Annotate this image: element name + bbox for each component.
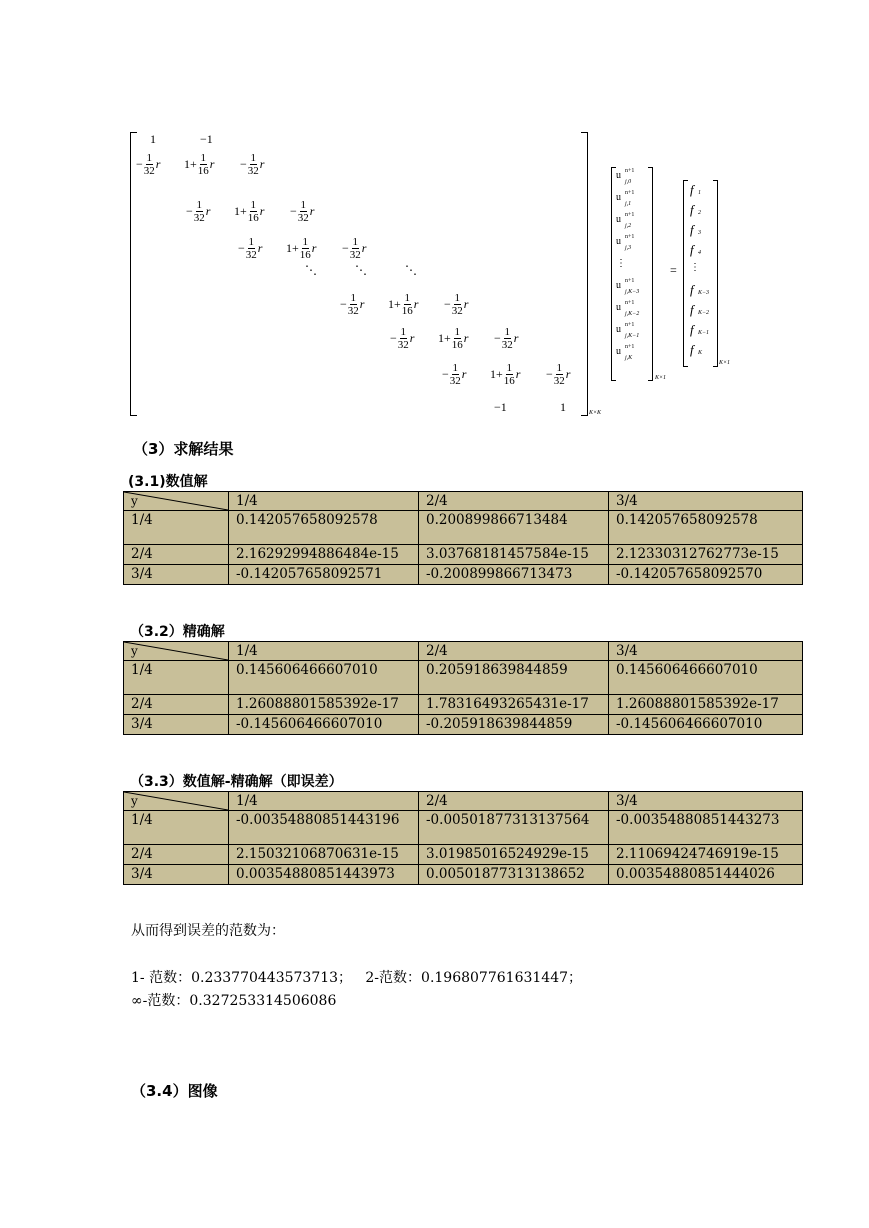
table-corner-cell xyxy=(124,642,229,661)
variable-r: r xyxy=(463,331,469,345)
minus-sign: − xyxy=(546,367,553,381)
variable-r: r xyxy=(515,367,521,381)
matrix-cell-diag xyxy=(286,236,316,261)
f-letter: f xyxy=(690,222,694,237)
superscript-n-plus-1: n+1 xyxy=(625,300,635,306)
row-label: 3/4 xyxy=(124,565,229,585)
fraction-numerator: 1 xyxy=(302,236,309,248)
fraction-numerator: 1 xyxy=(352,236,359,248)
f-letter: f xyxy=(690,282,694,297)
fraction xyxy=(348,292,359,317)
matrix-cell-offdiag xyxy=(340,292,364,317)
table-cell: 1.78316493265431e-17 xyxy=(419,695,609,715)
fraction xyxy=(300,236,311,261)
row-label: 2/4 xyxy=(124,695,229,715)
u-letter: u xyxy=(616,346,621,357)
fraction-numerator: 1 xyxy=(556,362,563,374)
vector-u-entry xyxy=(616,344,635,368)
one-plus: 1+ xyxy=(286,241,299,255)
table-cell: 2.12330312762773e-15 xyxy=(609,545,803,565)
table-cell: 0.00354880851443973 xyxy=(229,865,419,885)
variable-r: r xyxy=(565,367,571,381)
fraction xyxy=(504,362,515,387)
fraction-numerator: 1 xyxy=(400,326,407,338)
fraction-numerator: 1 xyxy=(200,152,207,164)
table-cell: 3.03768181457584e-15 xyxy=(419,545,609,565)
section-title-results: （3）求解结果 xyxy=(133,440,234,458)
subscript: j,K−2 xyxy=(625,311,640,317)
fraction xyxy=(398,326,409,351)
fraction xyxy=(248,152,259,177)
vector-f-right-bracket xyxy=(713,180,718,367)
table-cell: -0.00354880851443273 xyxy=(609,811,803,845)
table-cell: 0.00354880851444026 xyxy=(609,865,803,885)
variable-r: r xyxy=(463,297,469,311)
matrix-cell-diag xyxy=(490,362,520,387)
fraction xyxy=(194,199,205,224)
fraction xyxy=(452,326,463,351)
table-cell: 3.01985016524929e-15 xyxy=(419,845,609,865)
table-title-numerical: (3.1)数值解 xyxy=(128,474,208,490)
superscript-n-plus-1: n+1 xyxy=(625,344,635,350)
fraction xyxy=(350,236,361,261)
vector-f-left-bracket xyxy=(683,180,688,367)
subscript: j,K−1 xyxy=(625,333,640,339)
fraction-numerator: 1 xyxy=(350,292,357,304)
row-label: 3/4 xyxy=(124,865,229,885)
diagonal-line xyxy=(124,492,228,510)
minus-sign: − xyxy=(442,367,449,381)
table-cell: 2.16292994886484e-15 xyxy=(229,545,419,565)
subscript: j,K xyxy=(625,355,633,361)
subscript: j,K−3 xyxy=(625,289,640,295)
fraction-denominator: 32 xyxy=(193,212,205,224)
vector-f-entry xyxy=(690,322,710,342)
table-cell: 0.00501877313138652 xyxy=(419,865,609,885)
table-header-row xyxy=(124,792,803,811)
matrix-cell-offdiag xyxy=(186,199,210,224)
table-cell: 0.205918639844859 xyxy=(419,661,609,695)
minus-sign: − xyxy=(494,331,501,345)
table-header-row xyxy=(124,642,803,661)
f-letter: f xyxy=(690,182,694,197)
vector-u-entry xyxy=(616,212,635,236)
fraction-denominator: 32 xyxy=(501,339,513,351)
table-cell: -0.00354880851443196 xyxy=(229,811,419,845)
fraction-numerator: 1 xyxy=(404,292,411,304)
fraction-numerator: 1 xyxy=(250,199,257,211)
fraction xyxy=(452,292,463,317)
one-plus: 1+ xyxy=(184,157,197,171)
table-cell: 0.142057658092578 xyxy=(229,511,419,545)
table-row xyxy=(124,565,803,585)
variable-r: r xyxy=(205,204,211,218)
table-cell: -0.145606466607010 xyxy=(609,715,803,735)
matrix-dimension-label: K×K xyxy=(589,410,602,416)
table-cell: 1.26088801585392e-17 xyxy=(609,695,803,715)
u-letter: u xyxy=(616,302,621,313)
fraction xyxy=(198,152,209,177)
fraction xyxy=(402,292,413,317)
fraction-numerator: 1 xyxy=(504,326,511,338)
fraction-denominator: 32 xyxy=(297,212,309,224)
corner-label: y xyxy=(131,494,138,508)
f-letter: f xyxy=(690,322,694,337)
corner-label: y xyxy=(131,794,138,808)
u-letter: u xyxy=(616,170,621,181)
matrix-cell-offdiag xyxy=(494,326,518,351)
fraction-numerator: 1 xyxy=(250,152,257,164)
table-row xyxy=(124,661,803,695)
equals-sign: = xyxy=(670,263,677,277)
vector-u-entry xyxy=(616,300,640,324)
one-plus: 1+ xyxy=(438,331,451,345)
fraction-denominator: 32 xyxy=(451,305,463,317)
fraction-denominator: 32 xyxy=(347,305,359,317)
table-header-row xyxy=(124,492,803,511)
vector-u-right-bracket xyxy=(648,167,653,381)
vector-u-dimension-label: K×1 xyxy=(655,375,667,381)
minus-sign: − xyxy=(390,331,397,345)
minus-sign: − xyxy=(340,297,347,311)
fraction-denominator: 32 xyxy=(397,339,409,351)
subscript: j,2 xyxy=(625,223,632,229)
table-row xyxy=(124,715,803,735)
row-label: 1/4 xyxy=(124,661,229,695)
fraction-denominator: 32 xyxy=(247,165,259,177)
superscript-n-plus-1: n+1 xyxy=(625,322,635,328)
column-header: 3/4 xyxy=(609,492,803,511)
matrix-cell-diag xyxy=(184,152,214,177)
result-table xyxy=(123,641,803,735)
matrix-cell-offdiag xyxy=(442,362,466,387)
vector-f-entry xyxy=(690,202,700,222)
fraction xyxy=(502,326,513,351)
vector-f-entry xyxy=(690,302,710,322)
fraction-numerator: 1 xyxy=(248,236,255,248)
vector-f-entry xyxy=(690,262,700,282)
fraction-denominator: 16 xyxy=(451,339,463,351)
subscript: 1 xyxy=(698,190,701,196)
table-cell: 0.142057658092578 xyxy=(609,511,803,545)
column-header: 3/4 xyxy=(609,642,803,661)
table-title-exact: （3.2）精确解 xyxy=(130,624,225,640)
section-title-figure: （3.4）图像 xyxy=(131,1082,218,1100)
matrix-cell-offdiag xyxy=(444,292,468,317)
matrix-cell-diag xyxy=(388,292,418,317)
matrix-ddots: ⋱ xyxy=(405,263,417,277)
variable-r: r xyxy=(361,241,367,255)
matrix-cell-offdiag xyxy=(238,236,262,261)
matrix-cell-offdiag xyxy=(342,236,366,261)
fraction-numerator: 1 xyxy=(454,326,461,338)
table-cell: -0.00501877313137564 xyxy=(419,811,609,845)
fraction-denominator: 16 xyxy=(197,165,209,177)
matrix-cell-last-a: −1 xyxy=(494,400,507,414)
table-cell: 2.15032106870631e-15 xyxy=(229,845,419,865)
variable-r: r xyxy=(309,204,315,218)
subscript: K−2 xyxy=(698,310,710,316)
f-letter: f xyxy=(690,202,694,217)
fraction-denominator: 32 xyxy=(143,165,155,177)
norm-line-inf: ∞-范数：0.327253314506086 xyxy=(131,993,337,1009)
matrix-cell-diag xyxy=(234,199,264,224)
row-label: 1/4 xyxy=(124,511,229,545)
vector-u xyxy=(616,168,640,368)
variable-r: r xyxy=(155,157,161,171)
matrix-right-bracket xyxy=(581,132,588,416)
diagonal-line xyxy=(124,792,228,810)
variable-r: r xyxy=(259,157,265,171)
matrix-ddots: ⋱ xyxy=(305,263,317,277)
table-cell: -0.205918639844859 xyxy=(419,715,609,735)
vector-f-dimension-label: K×1 xyxy=(719,360,731,366)
superscript-n-plus-1: n+1 xyxy=(625,278,635,284)
table-row xyxy=(124,545,803,565)
fraction xyxy=(144,152,155,177)
norm-line-1-2: 1- 范数：0.233770443573713； 2-范数：0.196807761631447； xyxy=(131,970,583,986)
table-cell: -0.145606466607010 xyxy=(229,715,419,735)
fraction xyxy=(248,199,259,224)
subscript: j,1 xyxy=(625,201,632,207)
one-plus: 1+ xyxy=(234,204,247,218)
u-letter: u xyxy=(616,280,621,291)
subscript: 3 xyxy=(698,230,701,236)
fraction-numerator: 1 xyxy=(146,152,153,164)
corner-label: y xyxy=(131,644,138,658)
table-title-error: （3.3）数值解-精确解（即误差） xyxy=(130,774,343,790)
matrix-cell-r0-a: 1 xyxy=(150,132,156,146)
diagonal-line xyxy=(124,642,228,660)
column-header: 1/4 xyxy=(229,492,419,511)
matrix-cell-r0-b: −1 xyxy=(200,132,213,146)
vector-f-entry xyxy=(690,282,710,302)
variable-r: r xyxy=(513,331,519,345)
vector-f-entry xyxy=(690,242,700,262)
table-row xyxy=(124,811,803,845)
matrix-cell-offdiag xyxy=(390,326,414,351)
minus-sign: − xyxy=(290,204,297,218)
subscript: j,0 xyxy=(625,179,632,185)
vector-f-entry xyxy=(690,222,700,242)
matrix-cell-offdiag xyxy=(240,152,264,177)
vector-u-entry xyxy=(616,234,635,258)
table-row xyxy=(124,865,803,885)
vdots: ⋮ xyxy=(616,258,626,269)
subscript: K−3 xyxy=(698,290,710,296)
f-letter: f xyxy=(690,342,694,357)
subscript: 4 xyxy=(698,250,701,256)
subscript: j,3 xyxy=(625,245,632,251)
fraction xyxy=(298,199,309,224)
vector-f-entry xyxy=(690,182,700,202)
table-corner-cell xyxy=(124,792,229,811)
f-letter: f xyxy=(690,242,694,257)
fraction-numerator: 1 xyxy=(300,199,307,211)
result-table xyxy=(123,491,803,585)
vector-f-entry xyxy=(690,342,703,362)
table-cell: 1.26088801585392e-17 xyxy=(229,695,419,715)
table-row xyxy=(124,511,803,545)
matrix-cell-last-b: 1 xyxy=(560,400,566,414)
u-letter: u xyxy=(616,192,621,203)
subscript: K−1 xyxy=(698,330,710,336)
vector-u-entry xyxy=(616,190,635,214)
variable-r: r xyxy=(413,297,419,311)
fraction-numerator: 1 xyxy=(454,292,461,304)
table-cell: -0.142057658092570 xyxy=(609,565,803,585)
minus-sign: − xyxy=(186,204,193,218)
variable-r: r xyxy=(461,367,467,381)
row-label: 2/4 xyxy=(124,545,229,565)
fraction-numerator: 1 xyxy=(506,362,513,374)
norm-intro: 从而得到误差的范数为： xyxy=(131,923,285,939)
table-row xyxy=(124,845,803,865)
minus-sign: − xyxy=(444,297,451,311)
row-label: 2/4 xyxy=(124,845,229,865)
column-header: 2/4 xyxy=(419,642,609,661)
u-letter: u xyxy=(616,236,621,247)
u-letter: u xyxy=(616,324,621,335)
table-cell: -0.200899866713473 xyxy=(419,565,609,585)
row-label: 1/4 xyxy=(124,811,229,845)
column-header: 3/4 xyxy=(609,792,803,811)
fraction xyxy=(554,362,565,387)
matrix-ddots: ⋱ xyxy=(355,263,367,277)
fraction xyxy=(450,362,461,387)
vector-u-entry xyxy=(616,322,640,346)
column-header: 2/4 xyxy=(419,492,609,511)
table-cell: 0.145606466607010 xyxy=(609,661,803,695)
fraction-denominator: 32 xyxy=(449,375,461,387)
table-cell: -0.142057658092571 xyxy=(229,565,419,585)
row-label: 3/4 xyxy=(124,715,229,735)
minus-sign: − xyxy=(240,157,247,171)
table-cell: 2.11069424746919e-15 xyxy=(609,845,803,865)
superscript-n-plus-1: n+1 xyxy=(625,212,635,218)
fraction-denominator: 16 xyxy=(503,375,515,387)
fraction-denominator: 16 xyxy=(401,305,413,317)
minus-sign: − xyxy=(342,241,349,255)
column-header: 2/4 xyxy=(419,792,609,811)
u-letter: u xyxy=(616,214,621,225)
table-row xyxy=(124,695,803,715)
table-corner-cell xyxy=(124,492,229,511)
matrix-cell-offdiag xyxy=(546,362,570,387)
variable-r: r xyxy=(359,297,365,311)
one-plus: 1+ xyxy=(490,367,503,381)
vector-u-entry xyxy=(616,168,635,192)
fraction-numerator: 1 xyxy=(452,362,459,374)
variable-r: r xyxy=(257,241,263,255)
superscript-n-plus-1: n+1 xyxy=(625,234,635,240)
subscript: 2 xyxy=(698,210,701,216)
fraction-denominator: 16 xyxy=(247,212,259,224)
fraction-denominator: 32 xyxy=(553,375,565,387)
minus-sign: − xyxy=(238,241,245,255)
f-letter: f xyxy=(690,302,694,317)
vector-u-entry xyxy=(616,278,640,302)
column-header: 1/4 xyxy=(229,642,419,661)
variable-r: r xyxy=(311,241,317,255)
fraction-numerator: 1 xyxy=(196,199,203,211)
variable-r: r xyxy=(409,331,415,345)
vector-u-entry xyxy=(616,258,626,280)
fraction xyxy=(246,236,257,261)
result-table xyxy=(123,791,803,885)
table-cell: 0.200899866713484 xyxy=(419,511,609,545)
matrix-cell-offdiag xyxy=(290,199,314,224)
vdots: ⋮ xyxy=(690,262,700,273)
matrix-equation xyxy=(130,130,740,420)
variable-r: r xyxy=(209,157,215,171)
one-plus: 1+ xyxy=(388,297,401,311)
column-header: 1/4 xyxy=(229,792,419,811)
subscript: K xyxy=(698,350,703,356)
fraction-denominator: 32 xyxy=(349,249,361,261)
table-cell: 0.145606466607010 xyxy=(229,661,419,695)
superscript-n-plus-1: n+1 xyxy=(625,168,635,174)
matrix-cell-diag xyxy=(438,326,468,351)
vector-f xyxy=(690,182,710,362)
variable-r: r xyxy=(259,204,265,218)
minus-sign: − xyxy=(136,157,143,171)
fraction-denominator: 32 xyxy=(245,249,257,261)
fraction-denominator: 16 xyxy=(299,249,311,261)
superscript-n-plus-1: n+1 xyxy=(625,190,635,196)
matrix-cell-offdiag xyxy=(136,152,160,177)
